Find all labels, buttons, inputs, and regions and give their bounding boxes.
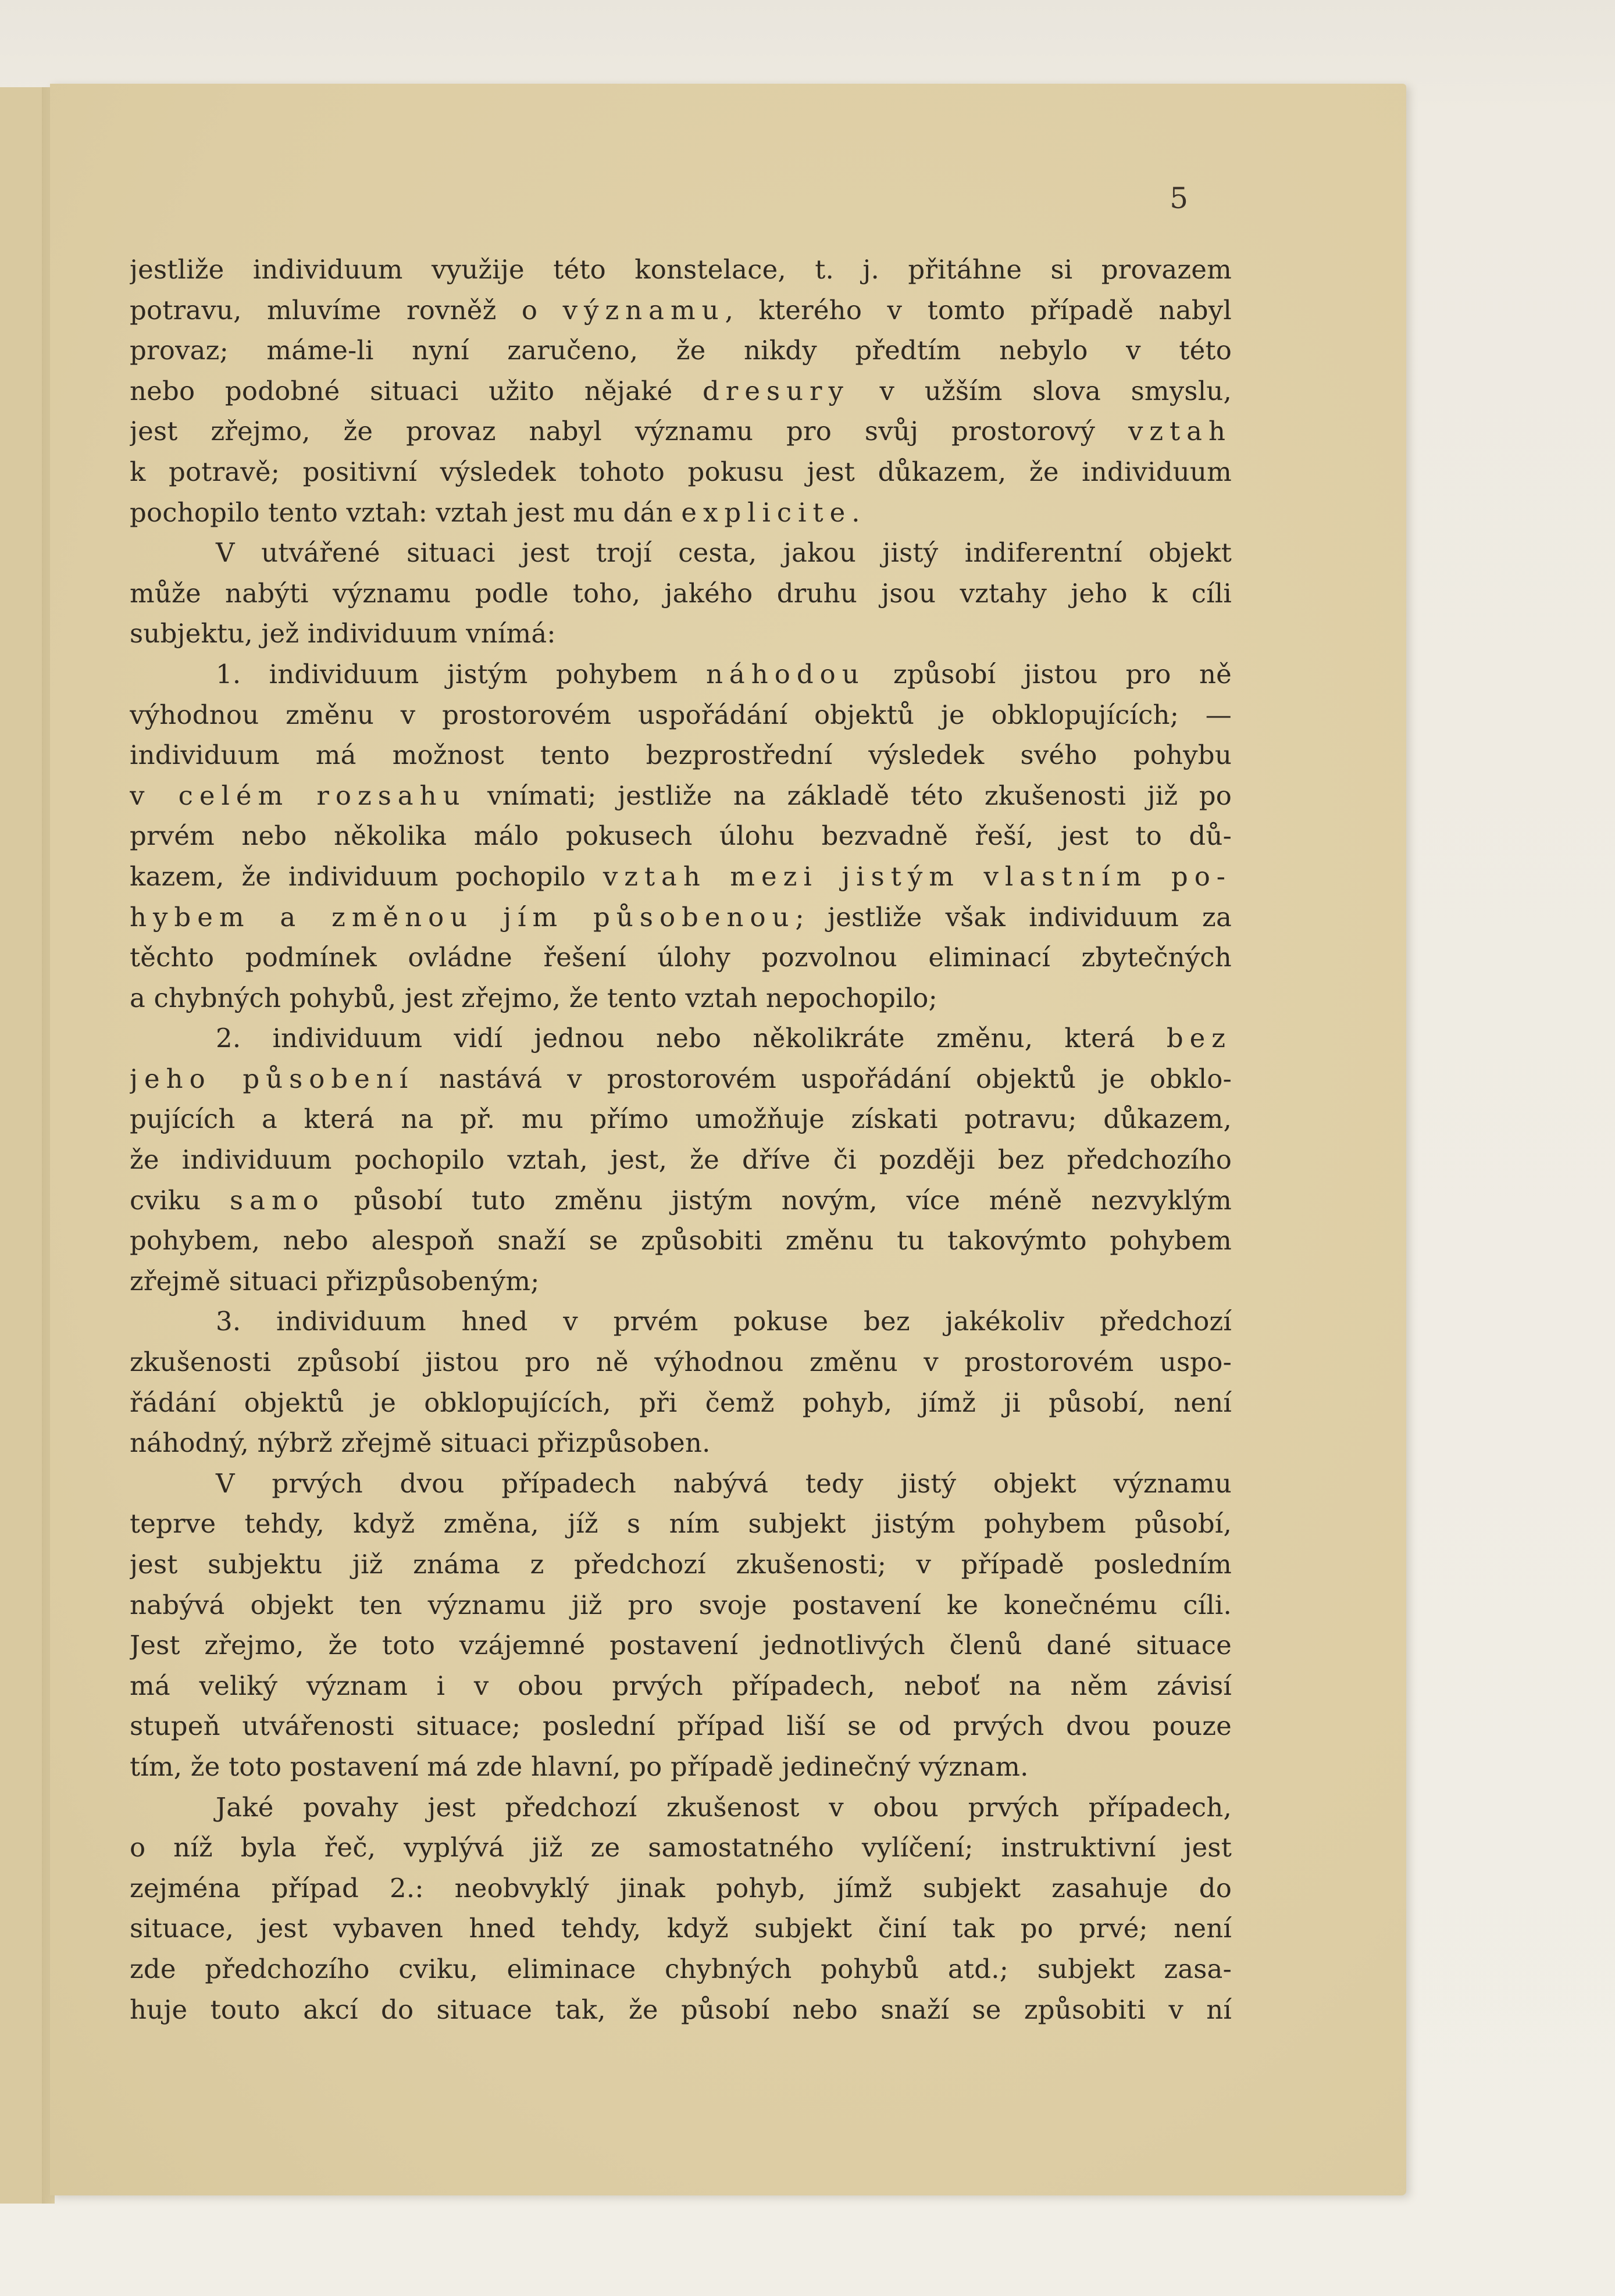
text-segment: situace, jest vybaven hned tehdy, když subjekt činí tak po prvé; není: [130, 1913, 1232, 1944]
emphasized-spaced-text: významu: [562, 294, 725, 326]
text-line: [130, 533, 1232, 573]
text-segment: pohybem, nebo alespoň snaží se způsobiti změnu tu takovýmto pohybem: [130, 1225, 1232, 1256]
text-segment: .: [851, 497, 860, 528]
text-line: [130, 816, 1232, 856]
emphasized-spaced-text: bez: [1166, 1023, 1232, 1054]
paragraph: [130, 654, 1232, 1018]
text-segment: V prvých dvou případech nabývá tedy jistý objekt významu: [216, 1467, 1232, 1499]
text-segment: subjektu, jež individuum vnímá:: [130, 618, 556, 649]
text-line: [130, 290, 1232, 331]
text-line: [130, 937, 1232, 978]
text-line: [130, 492, 1232, 533]
text-line: [130, 695, 1232, 735]
emphasized-spaced-text: jeho působení: [130, 1063, 415, 1094]
text-line: [130, 1990, 1232, 2030]
text-segment: tím, že toto postavení má zde hlavní, po případě jedinečný význam.: [130, 1751, 1029, 1782]
text-segment: způsobí jistou pro ně: [865, 658, 1232, 690]
text-line: [130, 1625, 1232, 1666]
text-line: [130, 1099, 1232, 1140]
text-line: [130, 411, 1232, 452]
text-segment: 2. individuum vidí jednou nebo několikráte změnu, která: [216, 1023, 1167, 1054]
text-line: [130, 654, 1232, 695]
text-line: [130, 1261, 1232, 1302]
text-segment: o níž byla řeč, vyplývá již ze samostatného vylíčení; instruktivní jest: [130, 1832, 1232, 1863]
text-line: [130, 573, 1232, 614]
text-line: [130, 1463, 1232, 1504]
text-line: [130, 897, 1232, 938]
previous-page-edge: [0, 87, 43, 2204]
paragraph: [130, 1018, 1232, 1301]
text-segment: potravu, mluvíme rovněž o: [130, 294, 563, 326]
text-line: [130, 1018, 1232, 1059]
paragraph: [130, 533, 1232, 654]
text-segment: zejména případ 2.: neobvyklý jinak pohyb, jímž subjekt zasahuje do: [130, 1872, 1232, 1904]
text-line: [130, 1423, 1232, 1463]
text-line: [130, 978, 1232, 1019]
text-segment: 1. individuum jistým pohybem: [216, 658, 706, 690]
text-segment: Jest zřejmo, že toto vzájemné postavení jednotlivých členů dané situace: [130, 1630, 1232, 1661]
text-line: [130, 1949, 1232, 1990]
text-line: [130, 1706, 1232, 1747]
text-segment: individuum má možnost tento bezprostřední výsledek svého pohybu: [130, 740, 1232, 771]
text-segment: cviku: [130, 1184, 230, 1216]
text-segment: výhodnou změnu v prostorovém uspořádání objektů je obklopujících; —: [130, 699, 1232, 730]
text-line: [130, 613, 1232, 654]
text-line: [130, 452, 1232, 492]
text-segment: jest zřejmo, že provaz nabyl významu pro svůj prostorový: [130, 416, 1128, 447]
text-segment: V utvářené situaci jest trojí cesta, jakou jistý indiferentní objekt: [216, 537, 1232, 569]
text-line: [130, 735, 1232, 776]
text-line: [130, 330, 1232, 371]
text-segment: má veliký význam i v obou prvých případech, neboť na něm závisí: [130, 1670, 1232, 1701]
emphasized-spaced-text: dresury: [703, 375, 850, 406]
text-segment: pujících a která na př. mu přímo umožňuje získati potravu; důkazem,: [130, 1104, 1232, 1135]
emphasized-spaced-text: vztah: [1128, 416, 1232, 447]
text-line: [130, 1301, 1232, 1342]
paragraph: [130, 1301, 1232, 1463]
text-segment: pochopilo tento vztah: vztah jest mu dán: [130, 497, 682, 528]
text-line: [130, 1059, 1232, 1099]
text-line: [130, 1180, 1232, 1221]
text-segment: že individuum pochopilo vztah, jest, že dříve či později bez předchozího: [130, 1144, 1232, 1176]
text-segment: nastává v prostorovém uspořádání objektů je obklo-: [414, 1063, 1232, 1094]
text-segment: Jaké povahy jest předchozí zkušenost v obou prvých případech,: [216, 1791, 1232, 1823]
text-line: [130, 1140, 1232, 1180]
text-line: [130, 856, 1232, 897]
text-segment: , kterého v tomto případě nabyl: [725, 294, 1232, 326]
emphasized-spaced-text: náhodou: [705, 658, 865, 690]
text-segment: náhodný, nýbrž zřejmě situaci přizpůsoben.: [130, 1427, 711, 1459]
text-line: [130, 1342, 1232, 1383]
text-segment: huje touto akcí do situace tak, že působí nebo snaží se způsobiti v ní: [130, 1994, 1232, 2025]
text-line: [130, 1220, 1232, 1261]
text-segment: nabývá objekt ten významu již pro svoje postavení ke konečnému cíli.: [130, 1589, 1232, 1620]
emphasized-spaced-text: samo: [230, 1184, 325, 1216]
text-segment: těchto podmínek ovládne řešení úlohy pozvolnou eliminací zbytečných: [130, 942, 1232, 973]
text-segment: působí tuto změnu jistým novým, více méně nezvyklým: [325, 1184, 1232, 1216]
text-line: [130, 1827, 1232, 1868]
text-line: [130, 249, 1232, 290]
text-line: [130, 1544, 1232, 1585]
text-segment: zřejmě situaci přizpůsobeným;: [130, 1265, 540, 1297]
text-segment: kazem, že individuum pochopilo: [130, 860, 603, 892]
text-segment: ; jestliže však individuum za: [795, 901, 1232, 933]
text-line: [130, 1908, 1232, 1949]
text-line: [130, 1666, 1232, 1706]
text-line: [130, 1787, 1232, 1828]
emphasized-spaced-text: hybem a změnou jím působenou: [130, 901, 796, 933]
text-line: [130, 371, 1232, 412]
text-segment: zkušenosti způsobí jistou pro ně výhodnou změnu v prostorovém uspo-: [130, 1347, 1232, 1378]
book-page: [50, 84, 1406, 2195]
text-segment: zde předchozího cviku, eliminace chybných pohybů atd.; subjekt zasa-: [130, 1953, 1232, 1984]
text-line: [130, 776, 1232, 816]
text-segment: může nabýti významu podle toho, jakého druhu jsou vztahy jeho k cíli: [130, 577, 1232, 609]
paragraph: [130, 1463, 1232, 1787]
text-line: [130, 1504, 1232, 1544]
text-segment: stupeň utvářenosti situace; poslední případ liší se od prvých dvou pouze: [130, 1711, 1232, 1742]
text-segment: řádání objektů je obklopujících, při čemž pohyb, jímž ji působí, není: [130, 1387, 1232, 1418]
text-line: [130, 1585, 1232, 1626]
text-segment: jestliže individuum využije této konstelace, t. j. přitáhne si provazem: [130, 254, 1232, 285]
emphasized-spaced-text: vztah mezi jistým vlastním po-: [602, 860, 1232, 892]
page-number: 5: [1170, 181, 1188, 215]
text-segment: k potravě; positivní výsledek tohoto pokusu jest důkazem, že individuum: [130, 456, 1232, 487]
text-segment: teprve tehdy, když změna, jíž s ním subjekt jistým pohybem působí,: [130, 1508, 1232, 1540]
text-segment: v užším slova smyslu,: [849, 375, 1232, 406]
text-segment: nebo podobné situaci užito nějaké: [130, 375, 703, 406]
text-segment: 3. individuum hned v prvém pokuse bez jakékoliv předchozí: [216, 1306, 1232, 1337]
paragraph: [130, 249, 1232, 533]
body-text: [130, 249, 1232, 2030]
text-line: [130, 1383, 1232, 1423]
text-segment: vnímati; jestliže na základě této zkušenosti již po: [466, 780, 1232, 811]
text-line: [130, 1868, 1232, 1909]
text-segment: provaz; máme-li nyní zaručeno, že nikdy předtím nebylo v této: [130, 335, 1232, 366]
emphasized-spaced-text: v celém rozsahu: [130, 780, 466, 811]
emphasized-spaced-text: explicite: [681, 497, 852, 528]
text-segment: a chybných pohybů, jest zřejmo, že tento vztah nepochopilo;: [130, 982, 937, 1013]
text-line: [130, 1747, 1232, 1787]
text-segment: jest subjektu již známa z předchozí zkušenosti; v případě posledním: [130, 1549, 1232, 1580]
text-segment: prvém nebo několika málo pokusech úlohu bezvadně řeší, jest to dů-: [130, 820, 1232, 852]
paragraph: [130, 1787, 1232, 2030]
